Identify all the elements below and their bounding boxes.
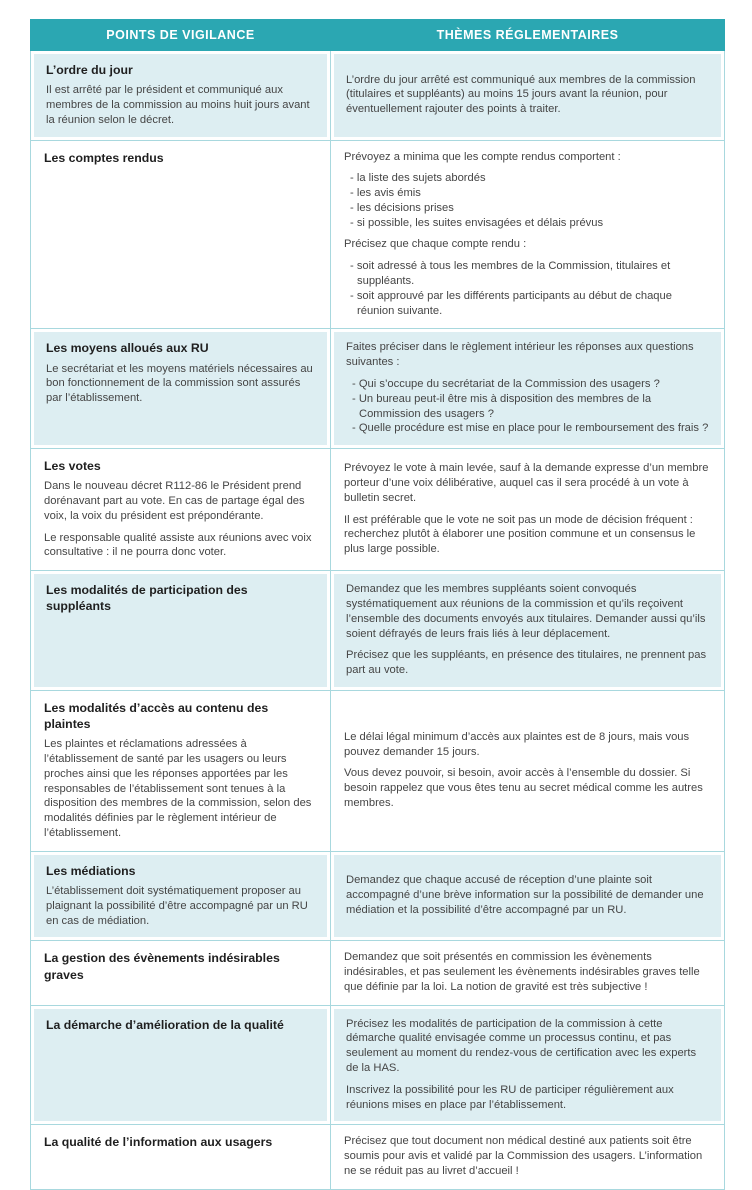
table-row [31, 941, 725, 1005]
paragraph: Prévoyez le vote à main levée, sauf à la demande expresse d’un membre porteur d’une voix délibérative, auquel cas il sera procédé à un vote à bulletin secret. [344, 462, 709, 504]
list-item: - Un bureau peut-il être mis à disposition des membres de la Commission des usagers ? [352, 392, 652, 420]
paragraph: Vous devez pouvoir, si besoin, avoir accès à l’ensemble du dossier. Si besoin rappelez que vous êtes tenu au secret médical comme les autres membres. [344, 767, 703, 809]
list-item: - soit adressé à tous les membres de la Commission, titulaires et suppléants. [350, 260, 671, 288]
row-title: Les votes [44, 459, 101, 474]
paragraph: L’ordre du jour arrêté est communiqué aux membres de la commission (titulaires et suppléants) au moins 15 jours avant la réunion, pour éventuellement rajouter des points à traiter. [346, 73, 696, 116]
theme-reglementaire-cell [331, 449, 725, 571]
table-header-row [31, 20, 725, 51]
paragraph: L’établissement doit systématiquement proposer au plaignant la possibilité d’être accompagné par un RU en cas de médiation. [46, 885, 308, 927]
list-item: - Qui s’occupe du secrétariat de la Commission des usagers ? [352, 377, 660, 390]
vigilance-cell [31, 329, 331, 449]
theme-reglementaire-cell [331, 941, 725, 1005]
paragraph: Prévoyez a minima que les compte rendus comportent : [344, 150, 621, 163]
theme-reglementaire-cell [331, 51, 725, 141]
theme-reglementaire-cell [331, 1125, 725, 1189]
table-row [31, 571, 725, 691]
row-title: Les modalités de participation des suppléants [46, 583, 248, 614]
table-row [31, 449, 725, 571]
paragraph: Demandez que les membres suppléants soient convoqués systématiquement aux réunions de la commission et qu’ils reçoivent l’ensemble des documents envoyés aux titulaires. Demander aussi qu’ils soient défrayés de leurs frais liés à leur déplacement. [346, 583, 706, 640]
paragraph: Dans le nouveau décret R112-86 le Président prend dorénavant part au vote. En cas de partage égal des voix, la voix du président est prépondérante. [44, 480, 305, 522]
paragraph: Précisez les modalités de participation de la commission à cette démarche qualité envisagée comme un processus continu, et pas seulement au moment du rendez-vous de certification avec les experts de la HAS. [346, 1017, 697, 1075]
paragraph: Il est préférable que le vote ne soit pas un mode de décision fréquent : recherchez plutôt à élaborer une position commune et un consensus le plus large possible. [344, 513, 696, 556]
table-body [31, 51, 725, 1190]
list-item: - la liste des sujets abordés [350, 172, 486, 185]
row-title: Les médiations [46, 863, 136, 878]
paragraph: Le secrétariat et les moyens matériels nécessaires au bon fonctionnement de la commission sont assurés par l’établissement. [46, 362, 313, 405]
paragraph: Faites préciser dans le règlement intérieur les réponses aux questions suivantes : [346, 341, 694, 369]
bullet-list [344, 171, 711, 230]
paragraph: Demandez que chaque accusé de réception d’une plainte soit accompagné d’une brève information sur la possibilité de demander une médiation et la possibilité d’être accompagné par un RU. [346, 874, 704, 916]
row-title: Les comptes rendus [44, 150, 164, 165]
list-item: - si possible, les suites envisagées et délais prévus [350, 216, 604, 229]
table-row [31, 1125, 725, 1189]
bullet-list [344, 259, 711, 318]
vigilance-cell [31, 690, 331, 851]
list-item: - les décisions prises [350, 201, 454, 214]
row-title: L’ordre du jour [46, 63, 133, 77]
theme-reglementaire-cell [331, 851, 725, 941]
table-row [31, 140, 725, 329]
paragraph: Les plaintes et réclamations adressées à l’établissement de santé par les usagers ou leurs proches ainsi que les réponses apportées par les responsables de l’établissement sont tenues à la disposition des membres de la commission, selon des modalités définies par le règlement intérieur de l’établissement. [44, 738, 312, 839]
vigilance-cell [31, 140, 331, 329]
column-header-themes-reglementaires: THÈMES RÉGLEMENTAIRES [331, 20, 725, 51]
vigilance-cell [31, 941, 331, 1005]
row-title: Les moyens alloués aux RU [46, 341, 209, 356]
table-row [31, 690, 725, 851]
paragraph: Demandez que soit présentés en commission les évènements indésirables, et pas seulement les évènements indésirables graves telle que définie par la loi. La notion de gravité est très subjective ! [344, 951, 700, 993]
list-item: - soit approuvé par les différents participants au début de chaque réunion suivante. [350, 289, 672, 317]
column-header-points-de-vigilance: POINTS DE VIGILANCE [31, 20, 331, 51]
bullet-list [346, 377, 709, 436]
paragraph: Le délai légal minimum d’accès aux plaintes est de 8 jours, mais vous pouvez demander 15 jours. [344, 730, 690, 758]
vigilance-cell [31, 51, 331, 141]
vigilance-cell [31, 851, 331, 941]
theme-reglementaire-cell [331, 140, 725, 329]
table-row [31, 329, 725, 449]
theme-reglementaire-cell [331, 571, 725, 691]
vigilance-cell [31, 449, 331, 571]
vigilance-cell [31, 1005, 331, 1125]
list-item: - Quelle procédure est mise en place pour le remboursement des frais ? [352, 422, 709, 435]
vigilance-cell [31, 1125, 331, 1189]
vigilance-cell [31, 571, 331, 691]
vigilance-table [30, 19, 725, 1190]
table-row [31, 1005, 725, 1125]
row-title: La gestion des évènements indésirables graves [44, 951, 280, 982]
row-title: La qualité de l’information aux usagers [44, 1135, 273, 1150]
theme-reglementaire-cell [331, 690, 725, 851]
row-title: Les modalités d’accès au contenu des plaintes [44, 700, 269, 732]
table-row [31, 51, 725, 141]
paragraph: Inscrivez la possibilité pour les RU de participer régulièrement aux réunions mises en place par l’établissement. [346, 1083, 674, 1111]
paragraph: Précisez que tout document non médical destiné aux patients soit être soumis pour avis et validé par la Commission des usagers. L’information ne se réduit pas au livret d’accueil ! [344, 1135, 703, 1177]
paragraph: Précisez que chaque compte rendu : [344, 238, 527, 251]
table-row [31, 851, 725, 941]
paragraph: Le responsable qualité assiste aux réunions avec voix consultative : il ne pourra donc voter. [44, 531, 312, 559]
paragraph: Il est arrêté par le président et communiqué aux membres de la commission au moins huit jours avant la réunion selon le décret. [46, 84, 310, 126]
theme-reglementaire-cell [331, 1005, 725, 1125]
row-title: La démarche d’amélioration de la qualité [46, 1017, 284, 1032]
paragraph: Précisez que les suppléants, en présence des titulaires, ne prennent pas part au vote. [346, 649, 707, 677]
list-item: - les avis émis [350, 187, 421, 200]
theme-reglementaire-cell [331, 329, 725, 449]
